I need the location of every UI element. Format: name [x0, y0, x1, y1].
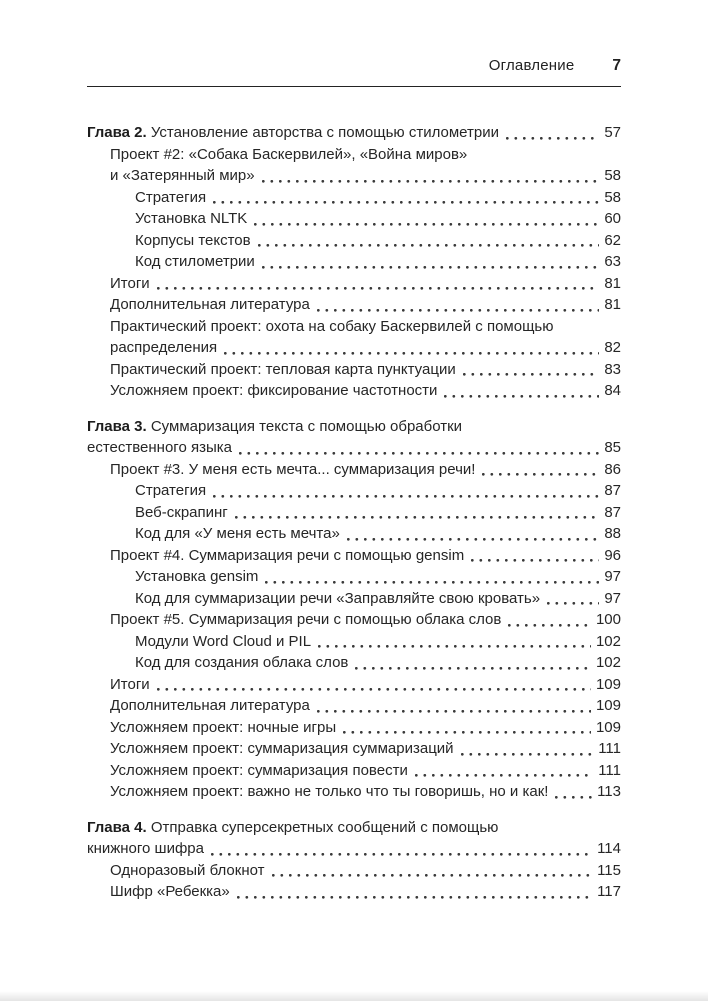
- toc-entry-text: Итоги: [110, 274, 150, 292]
- dot-leader: [317, 309, 599, 312]
- toc-entry-title: [110, 860, 265, 882]
- toc-entry-text: Код стилометрии: [135, 253, 255, 270]
- toc-page-number: 86: [604, 460, 621, 478]
- toc-entry-title: [110, 674, 150, 696]
- dot-leader: [272, 874, 593, 877]
- toc-entry-text: Установка NLTK: [135, 210, 248, 227]
- toc-entry: [87, 230, 621, 252]
- dot-leader: [461, 753, 594, 756]
- toc-entry: [87, 860, 621, 882]
- toc-entry-text: Усложняем проект: ночные игры: [110, 718, 337, 736]
- toc-entry-title: [135, 566, 258, 588]
- toc-line: [87, 416, 621, 438]
- toc-line: [135, 523, 621, 545]
- toc-line: [135, 208, 621, 230]
- toc-line: [87, 437, 621, 459]
- toc-entry-title: [135, 631, 311, 653]
- toc-entry-title: [87, 418, 462, 435]
- toc-entry-text: Усложняем проект: суммаризация суммаризаций: [110, 740, 454, 757]
- toc-entry-text: Усложняем проект: суммаризация повести: [110, 761, 408, 779]
- toc-entry-title: [110, 294, 310, 316]
- toc-entry: [87, 760, 621, 782]
- chapter-label: Глава 4.: [87, 818, 147, 836]
- toc-page-number: 109: [595, 697, 621, 714]
- toc-entry: [87, 273, 621, 295]
- toc-page-number: 111: [598, 761, 621, 779]
- toc-entry: [87, 187, 621, 209]
- toc-entry: [87, 251, 621, 273]
- toc-entry-title: [110, 337, 217, 359]
- toc-page-number: 63: [604, 253, 621, 270]
- toc-page-number: 88: [604, 525, 621, 542]
- toc-line: [110, 380, 621, 402]
- toc-entry-text: Проект #5. Суммаризация речи с помощью облака слов: [110, 611, 502, 628]
- toc-entry-title: [110, 881, 230, 903]
- toc-line: [135, 230, 621, 252]
- toc-page-number: 102: [595, 654, 621, 671]
- toc-entry: [87, 817, 621, 860]
- toc-entry: [87, 502, 621, 524]
- toc-entry: [87, 588, 621, 610]
- toc-entry-text: распределения: [110, 339, 218, 356]
- toc-entry-text: Установка gensim: [135, 568, 259, 585]
- dot-leader: [471, 559, 599, 562]
- toc-line: [135, 588, 621, 610]
- toc-entry: [87, 316, 621, 359]
- toc-page-number: 82: [604, 339, 621, 356]
- toc-line: [110, 717, 621, 739]
- toc-page-number: 87: [604, 482, 621, 499]
- toc-page-number: 96: [604, 546, 621, 564]
- toc-line: [135, 187, 621, 209]
- toc-entry-text: Код для суммаризации речи «Заправляйте свою кровать»: [135, 589, 541, 607]
- toc-line: [110, 316, 621, 338]
- toc-line: [110, 359, 621, 381]
- toc-line: [135, 631, 621, 653]
- toc-entry-text: Усложняем проект: фиксирование частотности: [110, 382, 438, 399]
- toc-entry-text: Веб-скрапинг: [135, 503, 228, 521]
- toc-entry: [87, 380, 621, 402]
- toc-page-number: 81: [604, 274, 621, 292]
- toc-line: [110, 294, 621, 316]
- dot-leader: [482, 473, 599, 476]
- page-header: [87, 57, 621, 75]
- toc-entry: [87, 881, 621, 903]
- toc-line: [110, 273, 621, 295]
- dot-leader: [318, 645, 591, 648]
- toc-entry-text: и «Затерянный мир»: [110, 167, 255, 184]
- dot-leader: [157, 287, 600, 290]
- toc-entry-title: [87, 437, 232, 459]
- toc-entry-title: [135, 652, 348, 674]
- toc-page-number: 109: [595, 718, 621, 736]
- toc-entry-text: Корпусы текстов: [135, 231, 251, 249]
- toc-page-number: 60: [604, 210, 621, 227]
- toc-entry: [87, 545, 621, 567]
- dot-leader: [317, 710, 591, 713]
- toc-line: [110, 781, 621, 803]
- toc-line: [135, 480, 621, 502]
- toc-line: [110, 144, 621, 166]
- toc-line: [110, 695, 621, 717]
- toc-entry-text: Усложняем проект: важно не только что ты говоришь, но и как!: [110, 783, 549, 800]
- toc-entry: [87, 717, 621, 739]
- dot-leader: [211, 853, 592, 856]
- toc-entry-text: Дополнительная литература: [110, 697, 310, 714]
- toc-entry-text: книжного шифра: [87, 840, 204, 857]
- toc-entry-title: [135, 208, 247, 230]
- toc-page-number: 57: [604, 124, 621, 141]
- toc-entry-text: Практический проект: тепловая карта пунктуации: [110, 360, 456, 378]
- dot-leader: [506, 137, 599, 140]
- toc-entry-title: [135, 502, 228, 524]
- toc-entry: [87, 359, 621, 381]
- toc-entry-title: [110, 609, 501, 631]
- toc-entry-title: [110, 717, 336, 739]
- toc-entry: [87, 631, 621, 653]
- toc-entry-title: [135, 230, 251, 252]
- toc-line: [87, 817, 621, 839]
- toc-entry: [87, 523, 621, 545]
- toc-page-number: 58: [604, 188, 621, 206]
- dot-leader: [262, 266, 600, 269]
- header-rule: [87, 86, 621, 87]
- dot-leader: [254, 223, 599, 226]
- dot-leader: [463, 373, 600, 376]
- toc-page-number: 111: [598, 740, 621, 757]
- toc-group: [87, 122, 621, 402]
- toc-entry-text: Проект #3. У меня есть мечта... суммаризация речи!: [110, 460, 476, 478]
- toc-group: [87, 817, 621, 903]
- toc-page-number: 100: [595, 611, 621, 628]
- dot-leader: [547, 602, 599, 605]
- dot-leader: [444, 395, 599, 398]
- toc-entry: [87, 566, 621, 588]
- toc-entry-title: [110, 359, 456, 381]
- dot-leader: [265, 581, 599, 584]
- toc-entry-text: Дополнительная литература: [110, 296, 310, 313]
- toc-entry: [87, 652, 621, 674]
- toc-page-number: 97: [604, 568, 621, 585]
- dot-leader: [239, 452, 599, 455]
- toc-entry: [87, 122, 621, 144]
- toc-page-number: 114: [597, 840, 621, 857]
- toc-line: [110, 459, 621, 481]
- toc-entry: [87, 459, 621, 481]
- chapter-label: Глава 2.: [87, 124, 147, 141]
- toc-line: [110, 881, 621, 903]
- dot-leader: [213, 495, 599, 498]
- toc-entry-text: Практический проект: охота на собаку Баскервилей с помощью: [110, 317, 554, 335]
- toc-entry-title: [135, 480, 206, 502]
- toc-page-number: 113: [597, 783, 621, 800]
- dot-leader: [213, 201, 599, 204]
- toc-entry-text: Проект #4. Суммаризация речи с помощью gensim: [110, 546, 465, 564]
- toc-page-number: 109: [595, 675, 621, 693]
- toc-entry-title: [135, 187, 206, 209]
- toc-line: [135, 566, 621, 588]
- toc-entry-title: [110, 318, 553, 335]
- toc-page-number: 115: [597, 861, 621, 879]
- dot-leader: [347, 538, 600, 541]
- toc-entry-text: Шифр «Ребекка»: [110, 883, 230, 900]
- toc-entry: [87, 738, 621, 760]
- toc-line: [110, 545, 621, 567]
- toc-page-number: 62: [604, 231, 621, 249]
- toc-page-number: 117: [597, 883, 621, 900]
- toc-page-number: 81: [604, 296, 621, 313]
- toc-entry-title: [110, 738, 454, 760]
- dot-leader: [157, 688, 591, 691]
- dot-leader: [355, 667, 591, 670]
- toc-entry-title: [87, 819, 498, 836]
- toc-entry-title: [135, 251, 255, 273]
- toc-entry-title: [87, 838, 204, 860]
- toc-entry-text: Стратегия: [135, 188, 207, 206]
- toc-group: [87, 416, 621, 803]
- toc-line: [135, 652, 621, 674]
- dot-leader: [224, 352, 599, 355]
- toc-line: [110, 760, 621, 782]
- toc-page-number: 85: [604, 439, 621, 456]
- dot-leader: [343, 731, 591, 734]
- toc-line: [110, 738, 621, 760]
- toc-entry-text: Модули Word Cloud и PIL: [135, 632, 312, 650]
- toc-entry: [87, 609, 621, 631]
- toc-entry: [87, 781, 621, 803]
- dot-leader: [235, 516, 600, 519]
- toc-entry-text: Проект #2: «Собака Баскервилей», «Война миров»: [110, 145, 468, 163]
- toc-entry-title: [87, 122, 499, 144]
- toc-line: [110, 860, 621, 882]
- toc-page-number: 97: [604, 589, 621, 607]
- dot-leader: [508, 624, 591, 627]
- toc-entry: [87, 144, 621, 187]
- toc-line: [87, 838, 621, 860]
- toc-entry-title: [135, 588, 540, 610]
- page-edge-shadow: [0, 991, 708, 1001]
- toc-entry-text: Одноразовый блокнот: [110, 861, 265, 879]
- toc-entry-text: Итоги: [110, 675, 150, 693]
- toc-list: [87, 122, 621, 903]
- header-page-number: 7: [612, 57, 621, 74]
- toc-entry-title: [110, 760, 408, 782]
- toc-page-number: 58: [604, 167, 621, 184]
- dot-leader: [555, 796, 592, 799]
- toc-entry: [87, 674, 621, 696]
- toc-entry-title: [110, 695, 310, 717]
- toc-entry-text: естественного языка: [87, 439, 232, 456]
- toc-page-number: 87: [604, 503, 621, 521]
- toc-entry-title: [135, 523, 340, 545]
- toc-entry: [87, 208, 621, 230]
- toc-entry: [87, 480, 621, 502]
- dot-leader: [237, 896, 592, 899]
- toc-line: [110, 337, 621, 359]
- toc-entry-text: Код для «У меня есть мечта»: [135, 525, 340, 542]
- running-head: Оглавление: [488, 57, 575, 74]
- toc-entry-title: [110, 273, 150, 295]
- toc-line: [135, 502, 621, 524]
- chapter-label: Глава 3.: [87, 417, 147, 435]
- toc-entry-text: Суммаризация текста с помощью обработки: [150, 417, 463, 435]
- toc-entry-text: Код для создания облака слов: [135, 654, 349, 671]
- toc-entry: [87, 294, 621, 316]
- toc-line: [87, 122, 621, 144]
- toc-entry-text: Отправка суперсекретных сообщений с помощью: [150, 818, 499, 836]
- dot-leader: [258, 244, 600, 247]
- toc-entry-text: Стратегия: [135, 482, 207, 499]
- toc-entry-text: Установление авторства с помощью стилометрии: [150, 124, 499, 141]
- toc-page-number: 102: [595, 632, 621, 650]
- toc-entry: [87, 695, 621, 717]
- dot-leader: [415, 774, 593, 777]
- toc-entry: [87, 416, 621, 459]
- toc-line: [110, 674, 621, 696]
- toc-page-number: 83: [604, 360, 621, 378]
- toc-entry-title: [110, 459, 475, 481]
- toc-entry-title: [110, 146, 467, 163]
- toc-line: [135, 251, 621, 273]
- toc-entry-title: [110, 781, 548, 803]
- toc-entry-title: [110, 165, 255, 187]
- toc-line: [110, 165, 621, 187]
- toc-line: [110, 609, 621, 631]
- toc-page-number: 84: [604, 382, 621, 399]
- dot-leader: [262, 180, 600, 183]
- toc-entry-title: [110, 545, 464, 567]
- toc-entry-title: [110, 380, 437, 402]
